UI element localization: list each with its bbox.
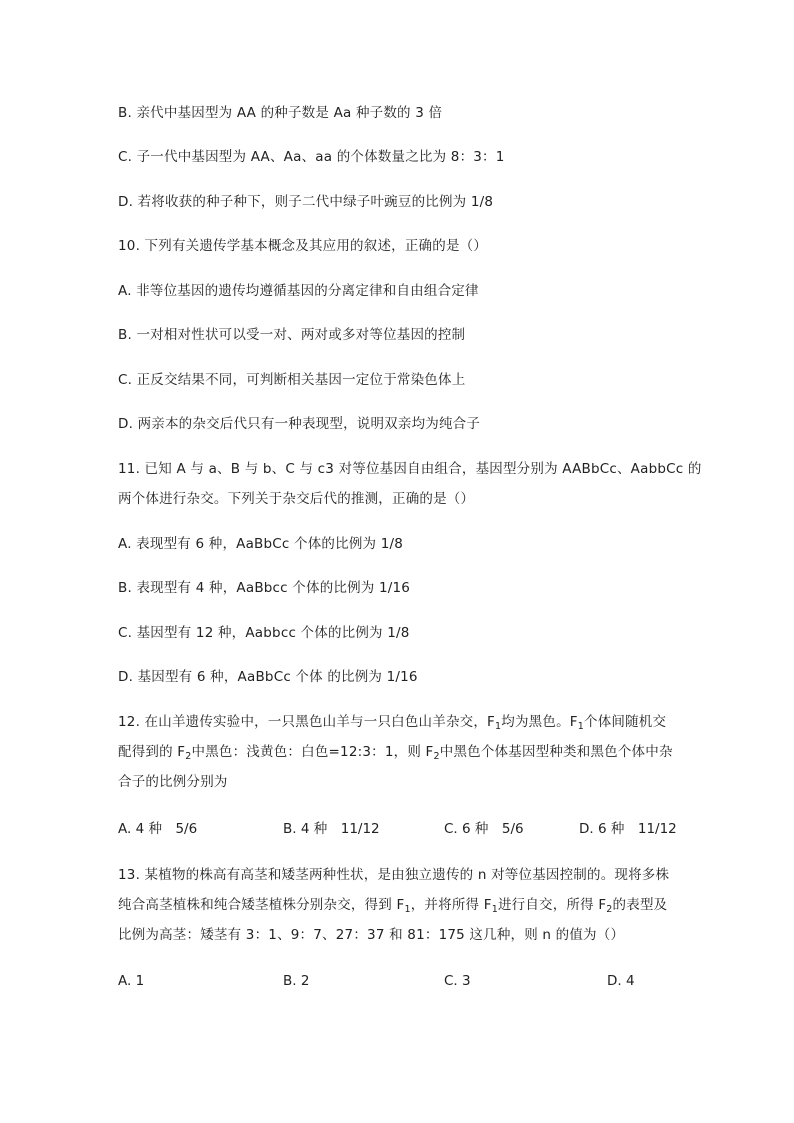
q11-stem-line2: 两个体进行杂交。下列关于杂交后代的推测，正确的是（） [118, 491, 475, 507]
q12-option-b: B. 4 种 11/12 [283, 821, 380, 837]
q12-stem-line3: 合子的比例分别为 [118, 774, 228, 790]
q11-option-d: D. 基因型有 6 种，AaBbCc 个体 的比例为 1/16 [118, 669, 418, 685]
q10-stem: 10. 下列有关遗传学基本概念及其应用的叙述，正确的是（） [118, 238, 488, 254]
q13-stem-line1: 13. 某植物的株高有高茎和矮茎两种性状，是由独立遗传的 n 对等位基因控制的。现将多株 [118, 867, 670, 883]
q10-option-a: A. 非等位基因的遗传均遵循基因的分离定律和自由组合定律 [118, 283, 479, 299]
q13-option-b: B. 2 [283, 973, 310, 989]
q13-option-a: A. 1 [118, 973, 145, 989]
q12-stem-line2: 配得到的 $F_2$中黑色：浅黄色：白色=12:3：1，则 $F_2$中黑色个体基因型种类和黑色个体中杂 [118, 744, 673, 762]
q12-stem-line1: 12. 在山羊遗传实验中，一只黑色山羊与一只白色山羊杂交，$F_1$均为黑色。$F_1$个体间随机交 [118, 714, 667, 732]
q11-option-a: A. 表现型有 6 种，AaBbCc 个体的比例为 1/8 [118, 536, 404, 552]
q13-option-d: D. 4 [607, 973, 635, 989]
q12-option-d: D. 6 种 11/12 [579, 821, 677, 837]
q13-stem-line3: 比例为高茎：矮茎有 3：1、9：7、27：37 和 81：175 这几种，则 n 的值为（） [118, 927, 625, 943]
q9-option-d: D. 若将收获的种子种下，则子二代中绿子叶豌豆的比例为 1/8 [118, 194, 494, 210]
q13-stem-line2: 纯合高茎植株和纯合矮茎植株分别杂交，得到 $F_1$，并将所得 $F_1$进行自交，所得 $F_2$的表型及 [118, 897, 668, 915]
q12-option-a: A. 4 种 5/6 [118, 821, 198, 837]
q10-option-d: D. 两亲本的杂交后代只有一种表现型，说明双亲均为纯合子 [118, 416, 481, 432]
q13-option-c: C. 3 [444, 973, 471, 989]
q10-option-b: B. 一对相对性状可以受一对、两对或多对等位基因的控制 [118, 327, 466, 343]
q9-option-c: C. 子一代中基因型为 AA、Aa、aa 的个体数量之比为 8：3：1 [118, 149, 505, 165]
q11-option-c: C. 基因型有 12 种，Aabbcc 个体的比例为 1/8 [118, 625, 410, 641]
q9-option-b: B. 亲代中基因型为 AA 的种子数是 Aa 种子数的 3 倍 [118, 105, 443, 121]
q11-option-b: B. 表现型有 4 种，AaBbcc 个体的比例为 1/16 [118, 580, 411, 596]
q12-option-c: C. 6 种 5/6 [444, 821, 524, 837]
q11-stem-line1: 11. 已知 A 与 a、B 与 b、C 与 c3 对等位基因自由组合，基因型分别为 AABbCc、AabbCc 的 [118, 461, 702, 477]
q10-option-c: C. 正反交结果不同，可判断相关基因一定位于常染色体上 [118, 372, 466, 388]
